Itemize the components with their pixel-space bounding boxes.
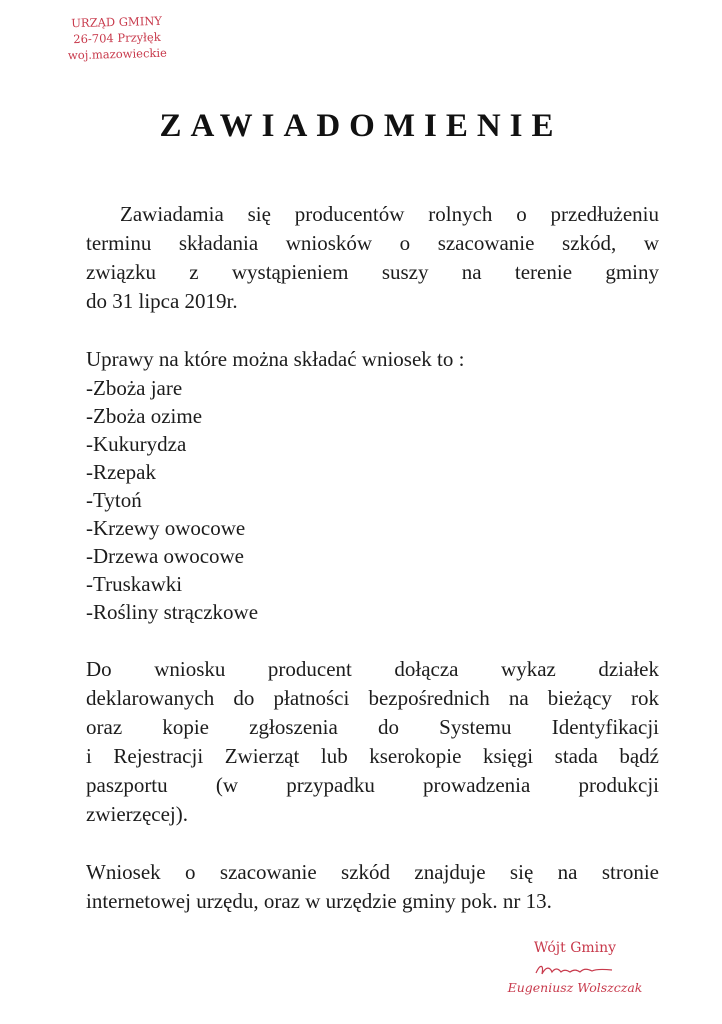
list-item: -Krzewy owocowe <box>86 516 246 540</box>
list-item: -Rzepak <box>86 460 156 484</box>
signature-role: Wójt Gminy <box>533 940 617 956</box>
paragraph-extension-notice <box>86 200 659 316</box>
signature-name: Eugeniusz Wolszczak <box>507 980 643 995</box>
handwritten-signature-icon <box>530 958 620 980</box>
text-line: związku z wystąpieniem suszy na terenie gminy <box>86 260 659 284</box>
crops-section <box>86 345 659 626</box>
text-line: i Rejestracji Zwierząt lub kserokopie księgi stada bądź <box>86 744 659 768</box>
text-line: do 31 lipca 2019r. <box>86 289 238 313</box>
crops-list <box>86 374 659 626</box>
text-line: internetowej urzędu, oraz w urzędzie gminy pok. nr 13. <box>86 889 552 913</box>
text-line: oraz kopie zgłoszenia do Systemu Identyfikacji <box>86 715 659 739</box>
list-item: -Tytoń <box>86 488 142 512</box>
text-line: Zawiadamia się producentów rolnych o przedłużeniu <box>120 202 659 226</box>
list-item: -Drzewa owocowe <box>86 544 245 568</box>
document-title: ZAWIADOMIENIE <box>159 108 563 144</box>
paragraph-form-location <box>86 858 659 916</box>
signature-block <box>480 938 670 996</box>
office-stamp <box>51 12 182 63</box>
text-line: deklarowanych do płatności bezpośrednich na bieżący rok <box>86 686 659 710</box>
text-line: Do wniosku producent dołącza wykaz działek <box>86 657 659 681</box>
document-body <box>86 200 659 916</box>
list-item: -Zboża jare <box>86 376 183 400</box>
list-item: -Kukurydza <box>86 432 187 456</box>
list-item: -Rośliny strączkowe <box>86 600 259 624</box>
paragraph-attachments <box>86 655 659 829</box>
stamp-line-voivodeship: woj.mazowieckie <box>67 45 168 63</box>
text-line: zwierzęcej). <box>86 802 188 826</box>
text-line: paszportu (w przypadku prowadzenia produkcji <box>86 773 659 797</box>
list-item: -Zboża ozime <box>86 404 203 428</box>
crops-intro: Uprawy na które można składać wniosek to : <box>86 347 465 371</box>
list-item: -Truskawki <box>86 572 183 596</box>
stamp-line-office: URZĄD GMINY <box>71 13 163 31</box>
text-line: Wniosek o szacowanie szkód znajduje się na stronie <box>86 860 659 884</box>
text-line: terminu składania wniosków o szacowanie szkód, w <box>86 231 659 255</box>
stamp-line-address: 26-704 Przyłęk <box>73 29 161 47</box>
